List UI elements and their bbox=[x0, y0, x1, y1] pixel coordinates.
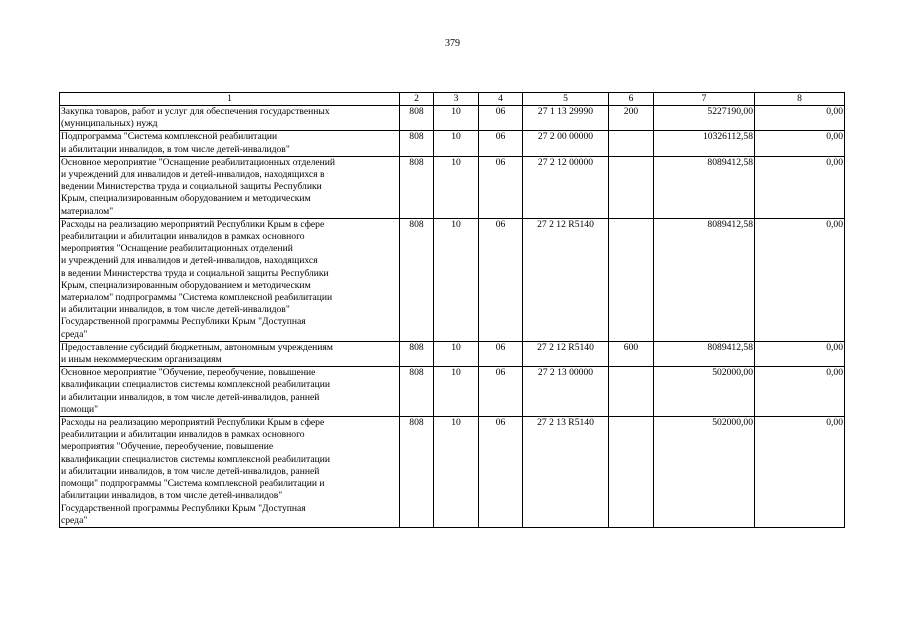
row-amount: 8089412,58 bbox=[654, 341, 755, 366]
row-code-target: 27 2 13 00000 bbox=[523, 367, 609, 417]
row-code-target: 27 2 00 00000 bbox=[523, 131, 609, 156]
column-header-7: 7 bbox=[654, 93, 755, 106]
row-code-section: 10 bbox=[434, 218, 479, 341]
row-name: Подпрограмма "Система комплексной реабилитации и абилитации инвалидов, в том числе детей-инвалидов" bbox=[60, 131, 400, 156]
column-header-2: 2 bbox=[400, 93, 434, 106]
row-code-section: 10 bbox=[434, 367, 479, 417]
row-name: Расходы на реализацию мероприятий Республики Крым в сфере реабилитации и абилитации инвалидов в рамках основного мероприятия "Оснащение реабилитационных отделений и учреждений для инвалидов и детей-инвалидов, находящихся в ведении Министерства труда и социальной защиты Республики Крым, специализированным оборудованием и методическим материалом" подпрограммы "Система комплексной реабилитации и абилитации инвалидов, в том числе детей-инвалидов" Государственной программы Республики Крым "Доступная среда" bbox=[60, 218, 400, 341]
row-code-expense-type: 200 bbox=[609, 106, 654, 131]
row-amount-2: 0,00 bbox=[755, 218, 845, 341]
row-code-section: 10 bbox=[434, 417, 479, 528]
row-code-expense-type bbox=[609, 131, 654, 156]
row-code-target: 27 2 12 00000 bbox=[523, 156, 609, 218]
row-code-section: 10 bbox=[434, 156, 479, 218]
row-code-expense-type bbox=[609, 218, 654, 341]
row-amount-2: 0,00 bbox=[755, 131, 845, 156]
row-code-section: 10 bbox=[434, 106, 479, 131]
budget-table bbox=[59, 92, 845, 528]
row-code-target: 27 1 13 29990 bbox=[523, 106, 609, 131]
row-code-subsection: 06 bbox=[479, 218, 523, 341]
header-row bbox=[60, 93, 845, 106]
row-name: Закупка товаров, работ и услуг для обеспечения государственных (муниципальных) нужд bbox=[60, 106, 400, 131]
table-row bbox=[60, 106, 845, 131]
row-name: Основное мероприятие "Обучение, переобучение, повышение квалификации специалистов системы комплексной реабилитации и абилитации инвалидов, в том числе детей-инвалидов, ранней помощи" bbox=[60, 367, 400, 417]
table-row bbox=[60, 367, 845, 417]
row-code-expense-type bbox=[609, 367, 654, 417]
row-code-target: 27 2 12 R5140 bbox=[523, 218, 609, 341]
row-amount: 8089412,58 bbox=[654, 218, 755, 341]
page-number: 379 bbox=[445, 38, 460, 49]
column-header-8: 8 bbox=[755, 93, 845, 106]
row-amount-2: 0,00 bbox=[755, 417, 845, 528]
row-code-expense-type bbox=[609, 156, 654, 218]
row-code-expense-type: 600 bbox=[609, 341, 654, 366]
table-row bbox=[60, 218, 845, 341]
row-code-section: 10 bbox=[434, 341, 479, 366]
row-amount-2: 0,00 bbox=[755, 156, 845, 218]
row-code-subsection: 06 bbox=[479, 367, 523, 417]
row-code-subsection: 06 bbox=[479, 106, 523, 131]
column-header-3: 3 bbox=[434, 93, 479, 106]
row-code-ministry: 808 bbox=[400, 106, 434, 131]
row-code-target: 27 2 12 R5140 bbox=[523, 341, 609, 366]
row-code-target: 27 2 13 R5140 bbox=[523, 417, 609, 528]
row-code-section: 10 bbox=[434, 131, 479, 156]
column-header-1: 1 bbox=[60, 93, 400, 106]
column-header-5: 5 bbox=[523, 93, 609, 106]
row-code-ministry: 808 bbox=[400, 218, 434, 341]
row-amount-2: 0,00 bbox=[755, 106, 845, 131]
table-row bbox=[60, 156, 845, 218]
row-code-subsection: 06 bbox=[479, 341, 523, 366]
row-code-ministry: 808 bbox=[400, 417, 434, 528]
row-code-ministry: 808 bbox=[400, 341, 434, 366]
row-amount-2: 0,00 bbox=[755, 341, 845, 366]
row-code-ministry: 808 bbox=[400, 367, 434, 417]
row-code-subsection: 06 bbox=[479, 417, 523, 528]
row-code-ministry: 808 bbox=[400, 156, 434, 218]
row-code-subsection: 06 bbox=[479, 156, 523, 218]
table-row bbox=[60, 341, 845, 366]
row-amount: 10326112,58 bbox=[654, 131, 755, 156]
row-amount: 502000,00 bbox=[654, 367, 755, 417]
row-code-expense-type bbox=[609, 417, 654, 528]
table-row bbox=[60, 417, 845, 528]
row-code-ministry: 808 bbox=[400, 131, 434, 156]
row-code-subsection: 06 bbox=[479, 131, 523, 156]
table-row bbox=[60, 131, 845, 156]
column-header-4: 4 bbox=[479, 93, 523, 106]
row-name: Основное мероприятие "Оснащение реабилитационных отделений и учреждений для инвалидов и детей-инвалидов, находящихся в ведении Министерства труда и социальной защиты Республики Крым, специализированным оборудованием и методическим материалом" bbox=[60, 156, 400, 218]
row-amount: 5227190,00 bbox=[654, 106, 755, 131]
column-header-6: 6 bbox=[609, 93, 654, 106]
row-amount: 8089412,58 bbox=[654, 156, 755, 218]
row-name: Предоставление субсидий бюджетным, автономным учреждениям и иным некоммерческим организациям bbox=[60, 341, 400, 366]
row-amount-2: 0,00 bbox=[755, 367, 845, 417]
row-name: Расходы на реализацию мероприятий Республики Крым в сфере реабилитации и абилитации инвалидов в рамках основного мероприятия "Обучение, переобучение, повышение квалификации специалистов системы комплексной реабилитации и абилитации инвалидов, в том числе детей-инвалидов, ранней помощи" подпрограммы "Система комплексной реабилитации и абилитации инвалидов, в том числе детей-инвалидов" Государственной программы Республики Крым "Доступная среда" bbox=[60, 417, 400, 528]
row-amount: 502000,00 bbox=[654, 417, 755, 528]
